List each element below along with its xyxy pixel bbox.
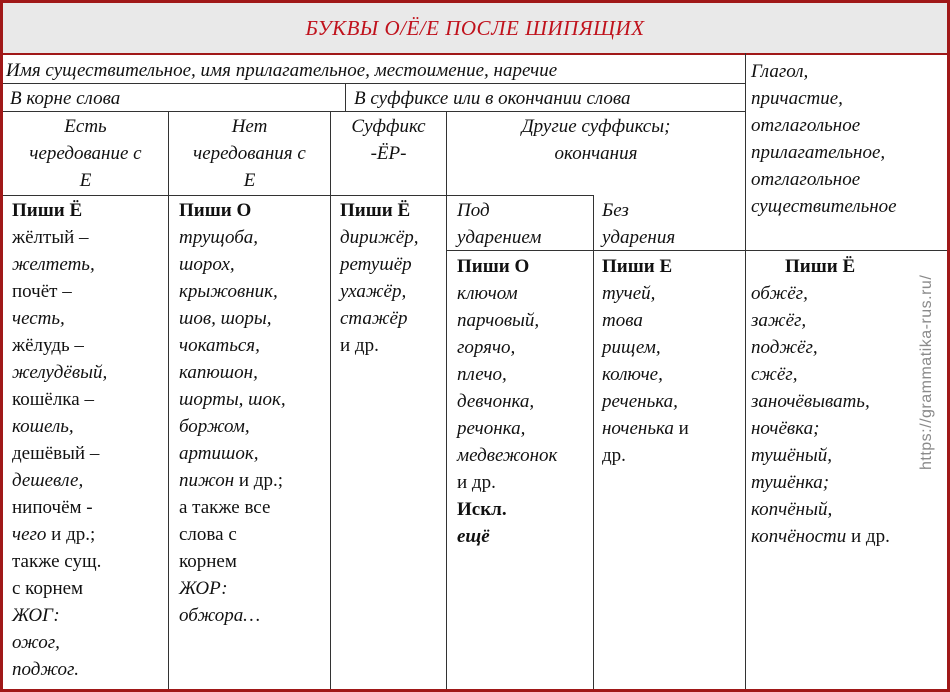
- grid-line: [330, 111, 331, 689]
- rule-label: Пиши Ё: [785, 256, 856, 277]
- cell-text: чего и др.;: [12, 524, 96, 545]
- header-other-suffixes: [447, 113, 745, 167]
- cell-text: копчёный,: [751, 499, 833, 520]
- cell-text: крыжовник,: [179, 281, 278, 302]
- cell-text: девчонка,: [457, 391, 535, 412]
- cell-text: окончания: [554, 143, 638, 164]
- cell-text: ночёвка;: [751, 418, 820, 439]
- exception-label: Искл.: [457, 499, 507, 520]
- column-unstressed: [602, 253, 689, 469]
- cell-text: колюче,: [602, 364, 663, 385]
- cell-text: существительное: [751, 196, 897, 217]
- grid-line: [3, 195, 593, 196]
- cell-text: желудёвый,: [12, 362, 108, 383]
- cell-text: шов, шоры,: [179, 308, 272, 329]
- cell-text: това: [602, 310, 643, 331]
- cell-text: речонка,: [457, 418, 526, 439]
- cell-text: тучей,: [602, 283, 656, 304]
- cell-text: обжёг,: [751, 283, 808, 304]
- cell-text: поджог.: [12, 659, 79, 680]
- cell-text: жёлудь –: [12, 335, 84, 356]
- cell-text: парчовый,: [457, 310, 540, 331]
- cell-text: сжёг,: [751, 364, 798, 385]
- cell-text: жёлтый –: [12, 227, 89, 248]
- grid-line: [745, 53, 746, 689]
- cell-text: дирижёр,: [340, 227, 419, 248]
- cell-text: ноченька и: [602, 418, 689, 439]
- cell-text: чокаться,: [179, 335, 260, 356]
- header-no-alternation: [169, 113, 330, 194]
- cell-text: поджёг,: [751, 337, 818, 358]
- header-root: В корне слова: [10, 88, 121, 109]
- header-suffix-er: [331, 113, 446, 167]
- cell-text: прилагательное,: [751, 142, 886, 163]
- header-alternation: [3, 113, 168, 194]
- cell-text: кошель,: [12, 416, 74, 437]
- cell-text: Нет: [231, 116, 268, 137]
- cell-text: корнем: [179, 551, 237, 572]
- cell-text: тушёнка;: [751, 472, 830, 493]
- cell-text: др.: [602, 445, 626, 466]
- header-suffix-ending: В суффиксе или в окончании слова: [354, 88, 631, 109]
- cell-text: артишок,: [179, 443, 259, 464]
- cell-text: заночёвывать,: [751, 391, 870, 412]
- rule-label: Пиши О: [457, 256, 530, 277]
- cell-text: обжора…: [179, 605, 261, 626]
- cell-text: ухажёр,: [340, 281, 407, 302]
- cell-text: а также все: [179, 497, 271, 518]
- cell-text: Другие суффиксы;: [521, 116, 671, 137]
- exception-word: ещё: [457, 526, 490, 547]
- column-no-alternation: [179, 197, 286, 629]
- cell-text: Е: [79, 170, 92, 191]
- cell-text: ЖОР:: [179, 578, 228, 599]
- column-alternation: [12, 197, 107, 683]
- cell-text: чередование с: [29, 143, 142, 164]
- watermark: https://grammatika-rus.ru/: [918, 274, 935, 470]
- rule-label: Пиши Ё: [12, 200, 83, 221]
- cell-text: шорты, шок,: [179, 389, 286, 410]
- rule-label: Пиши О: [179, 200, 252, 221]
- cell-text: с корнем: [12, 578, 84, 599]
- cell-text: слова с: [179, 524, 237, 545]
- rule-label: Пиши Ё: [340, 200, 411, 221]
- header-unstressed: [602, 197, 675, 251]
- cell-text: ключом: [457, 283, 518, 304]
- cell-text: шорох,: [179, 254, 235, 275]
- cell-text: ретушёр: [340, 254, 412, 275]
- cell-text: кошёлка –: [12, 389, 94, 410]
- grid-line: [446, 111, 447, 689]
- cell-text: рищем,: [602, 337, 661, 358]
- cell-text: стажёр: [340, 308, 408, 329]
- cell-text: -ЁР-: [370, 143, 407, 164]
- cell-text: отглагольное: [751, 169, 861, 190]
- cell-text: Есть: [64, 116, 107, 137]
- cell-text: копчёности и др.: [751, 526, 890, 547]
- cell-text: ЖОГ:: [12, 605, 60, 626]
- header-stressed: [457, 197, 541, 251]
- cell-text: чередования с: [193, 143, 306, 164]
- cell-text: Под: [457, 200, 490, 221]
- cell-text: желтеть,: [12, 254, 95, 275]
- grid-line: [168, 111, 169, 689]
- cell-text: ударением: [457, 227, 542, 248]
- cell-text: пижон и др.;: [179, 470, 284, 491]
- cell-text: Е: [243, 170, 256, 191]
- title-bar: [3, 3, 947, 55]
- cell-text: зажёг,: [751, 310, 807, 331]
- grid-line: [593, 195, 594, 689]
- cell-text: реченька,: [602, 391, 678, 412]
- cell-text: медвежонок: [457, 445, 558, 466]
- cell-text: боржом,: [179, 416, 250, 437]
- cell-text: Глагол,: [751, 61, 809, 82]
- page-title: БУКВЫ О/Ё/Е ПОСЛЕ ШИПЯЩИХ: [305, 15, 645, 40]
- cell-text: плечо,: [457, 364, 507, 385]
- cell-text: ожог,: [12, 632, 60, 653]
- cell-text: капюшон,: [179, 362, 258, 383]
- column-suffix-er: [340, 197, 418, 359]
- cell-text: почёт –: [12, 281, 72, 302]
- cell-text: честь,: [12, 308, 65, 329]
- rule-label: Пиши Е: [602, 256, 673, 277]
- cell-text: дешёвый –: [12, 443, 100, 464]
- cell-text: причастие,: [751, 88, 843, 109]
- cell-text: нипочём -: [12, 497, 93, 518]
- cell-text: Суффикс: [351, 116, 426, 137]
- cell-text: и др.: [457, 472, 496, 493]
- cell-text: тушёный,: [751, 445, 833, 466]
- column-stressed: [457, 253, 557, 550]
- cell-text: и др.: [340, 335, 379, 356]
- cell-text: ударения: [602, 227, 676, 248]
- cell-text: трущоба,: [179, 227, 259, 248]
- header-verb-group: [751, 58, 897, 220]
- cell-text: Без: [602, 200, 629, 221]
- cell-text: горячо,: [457, 337, 516, 358]
- cell-text: также сущ.: [12, 551, 102, 572]
- header-noun-group: Имя существительное, имя прилагательное, местоимение, наречие: [6, 60, 558, 81]
- cell-text: дешевле,: [12, 470, 84, 491]
- grid-line: [345, 83, 346, 111]
- cell-text: отглагольное: [751, 115, 861, 136]
- column-verb: [751, 253, 890, 550]
